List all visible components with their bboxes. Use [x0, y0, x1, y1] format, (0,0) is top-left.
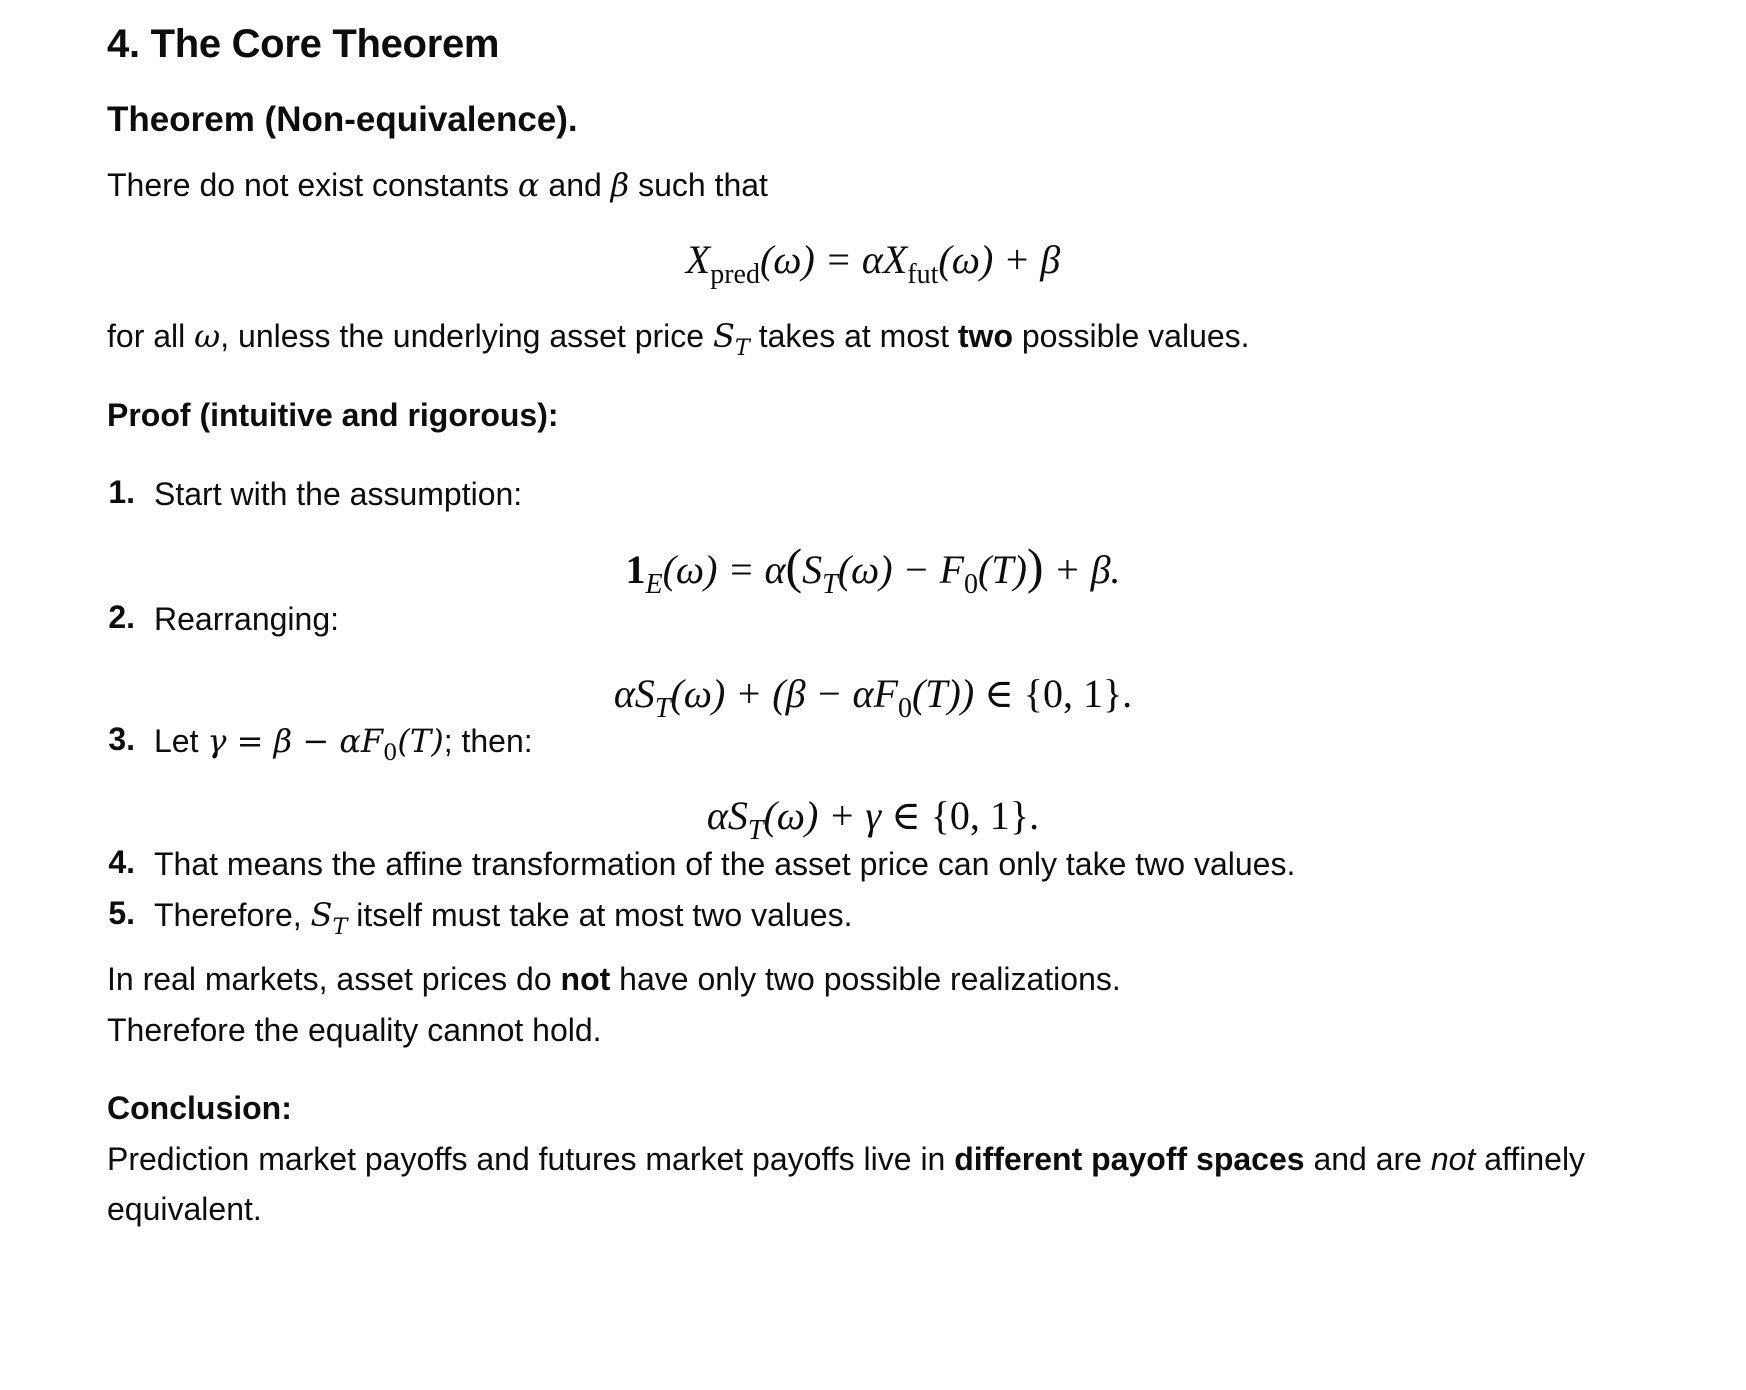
- step-4-number: 4.: [108, 844, 135, 880]
- step-2-number: 2.: [108, 599, 135, 635]
- theorem-condition: for all ω, unless the underlying asset price $S_T$ takes at most two possible values.: [107, 317, 1250, 361]
- step-1-text: Start with the assumption:: [154, 476, 523, 512]
- conclusion-line-2: equivalent.: [107, 1191, 262, 1227]
- theorem-intro: [107, 165, 768, 207]
- and-text: and: [539, 167, 611, 203]
- intro-tail: such that: [629, 167, 768, 203]
- step-3-equation: $\alpha S_T(\omega) + \gamma$ ∈ {0, 1}.: [706, 793, 1040, 846]
- step-1-equation: $1_E(\omega) = \alpha(S_T(\omega) - F_0(T)) + \beta$.: [625, 538, 1121, 600]
- step-1-number: 1.: [108, 474, 135, 510]
- section-heading: 4. The Core Theorem: [107, 22, 500, 66]
- conclusion-title: Conclusion:: [107, 1090, 292, 1126]
- gamma-definition: $\gamma = \beta - \alpha F_0(T)$: [207, 722, 444, 766]
- remark-line-2: Therefore the equality cannot hold.: [107, 1012, 602, 1048]
- step-3-number: 3.: [108, 721, 135, 757]
- remark-line-1: In real markets, asset prices do not have only two possible realizations.: [107, 961, 1121, 997]
- s-t-symbol-step5: $S_T$: [310, 896, 348, 940]
- step-2-text: Rearranging:: [154, 601, 339, 637]
- step-4-text: That means the affine transformation of the asset price can only take two values.: [154, 846, 1296, 882]
- step-5-text: Therefore, $S_T$ itself must take at most two values.: [154, 896, 853, 940]
- s-t-symbol: $S_T$: [712, 317, 750, 361]
- proof-title: Proof (intuitive and rigorous):: [107, 397, 559, 433]
- theorem-title: Theorem (Non-equivalence).: [107, 100, 578, 139]
- alpha-symbol: α: [517, 166, 540, 204]
- theorem-equation: $X_{pred}(\omega) = \alpha X_{fut}(\omega) + \beta$: [685, 237, 1061, 290]
- step-5-number: 5.: [108, 895, 135, 931]
- step-3-text: Let $\gamma = \beta - \alpha F_0(T)$; then:: [154, 722, 533, 766]
- omega-symbol: ω: [194, 317, 221, 355]
- beta-symbol: β: [610, 166, 630, 204]
- step-2-equation: $\alpha S_T(\omega) + (\beta - \alpha F_0(T))$ ∈ {0, 1}.: [613, 671, 1133, 724]
- bold-two: two: [957, 318, 1013, 354]
- intro-text: There do not exist constants: [107, 167, 518, 203]
- conclusion-line-1: Prediction market payoffs and futures market payoffs live in different payoff spaces and are not affinely: [107, 1141, 1586, 1177]
